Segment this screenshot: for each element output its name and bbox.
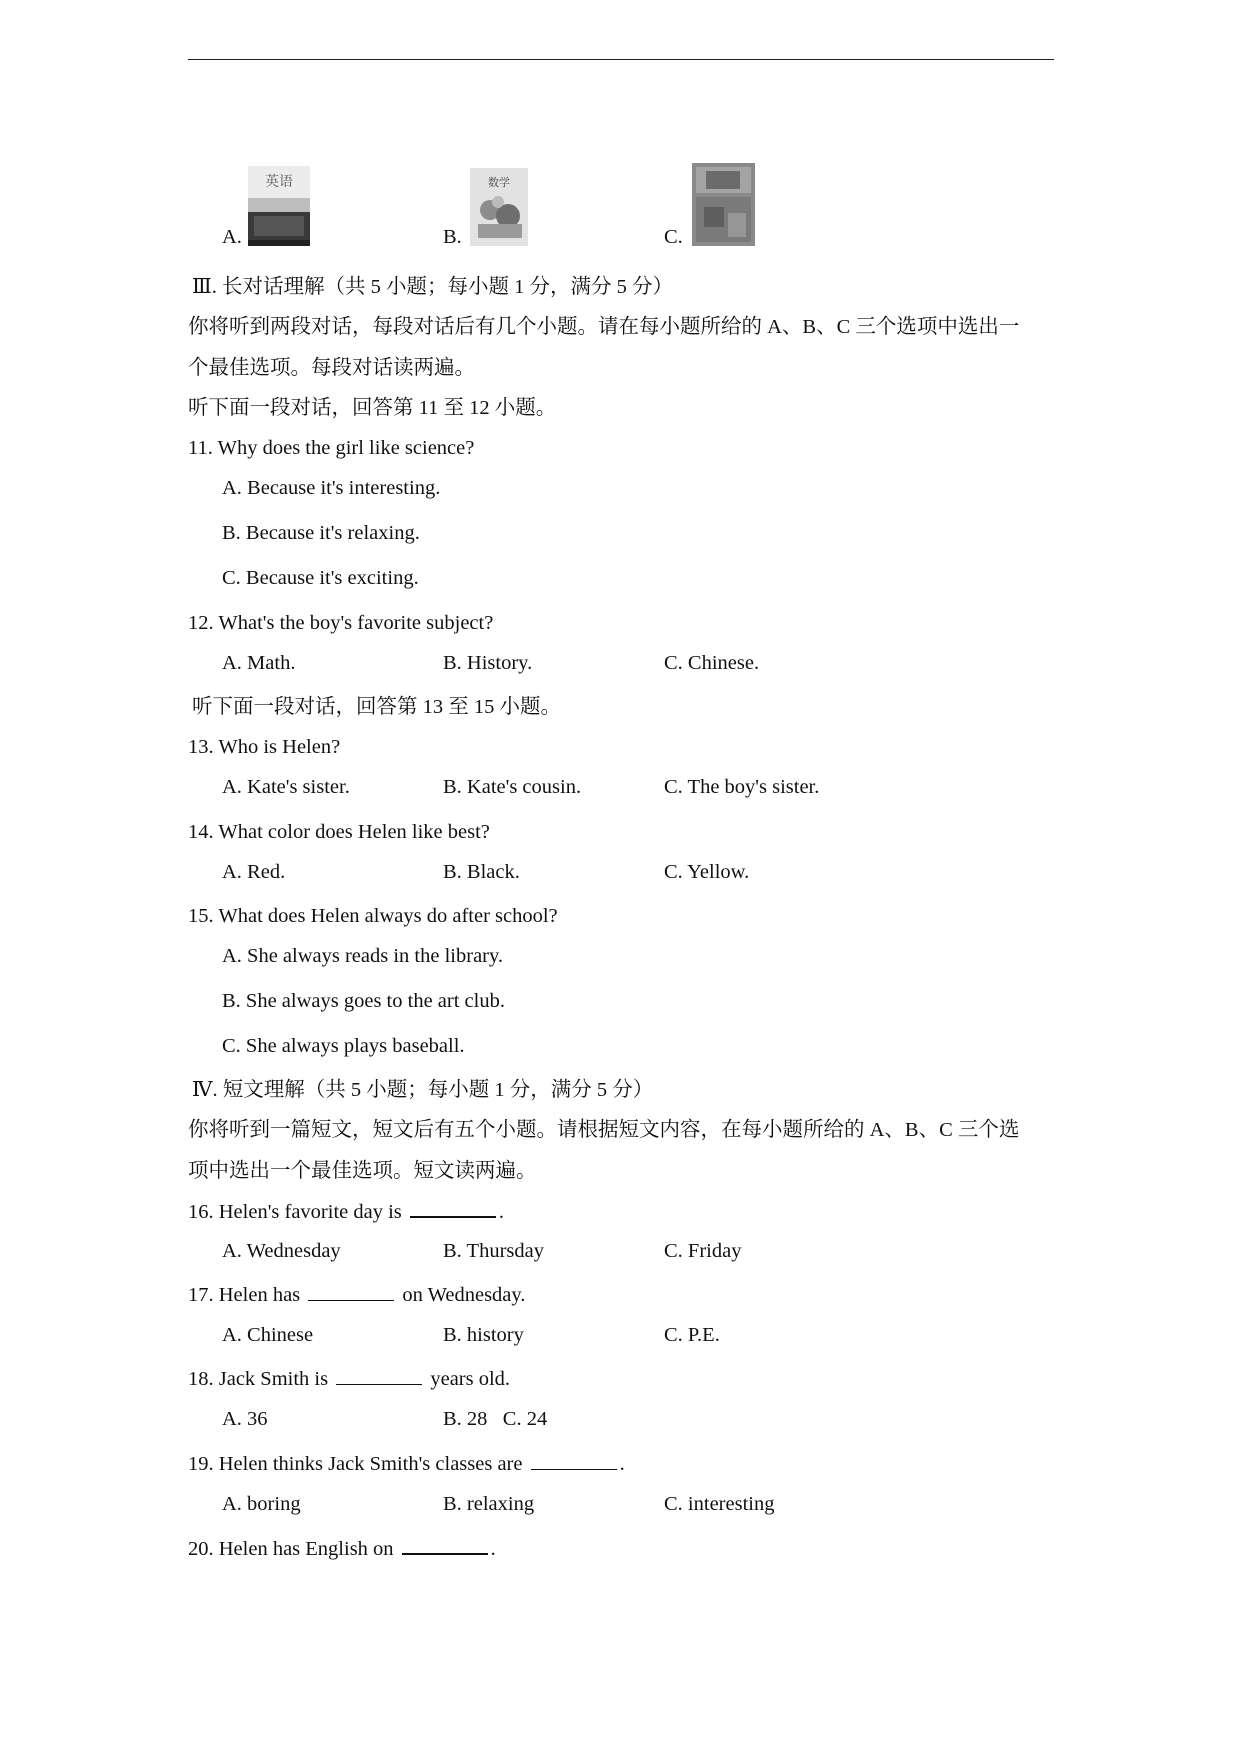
- question-18-option-a: A. 36: [222, 1408, 268, 1430]
- section-4-instruction-line-1: 你将听到一篇短文，短文后有五个小题。请根据短文内容，在每小题所给的 A、B、C 三个选: [188, 1119, 1020, 1141]
- question-17-text: 17. Helen has: [188, 1284, 301, 1306]
- question-12-option-c: C. Chinese.: [664, 652, 760, 674]
- question-18-text: 18. Jack Smith is: [188, 1368, 329, 1390]
- answer-blank: [531, 1451, 617, 1470]
- question-15-stem: 15. What does Helen always do after school?: [188, 905, 558, 927]
- question-16-text: 16. Helen's favorite day is: [188, 1201, 402, 1223]
- header-rule: [188, 59, 1054, 60]
- question-20-end: .: [490, 1538, 496, 1560]
- question-16-option-b: B. Thursday: [443, 1240, 544, 1262]
- option-b-label: B.: [443, 226, 462, 248]
- question-17-option-b: B. history: [443, 1324, 524, 1346]
- question-13-option-b: B. Kate's cousin.: [443, 776, 582, 798]
- answer-blank: [410, 1198, 496, 1218]
- option-c-label: C.: [664, 226, 683, 248]
- question-15-option-c: C. She always plays baseball.: [222, 1035, 465, 1057]
- question-19-option-a: A. boring: [222, 1493, 301, 1515]
- question-17-option-a: A. Chinese: [222, 1324, 314, 1346]
- question-14-option-c: C. Yellow.: [664, 861, 750, 883]
- question-13-option-c: C. The boy's sister.: [664, 776, 820, 798]
- question-14-option-b: B. Black.: [443, 861, 520, 883]
- svg-text:英语: 英语: [265, 174, 293, 190]
- question-15-option-b: B. She always goes to the art club.: [222, 990, 505, 1012]
- dialogue-1-instruction: 听下面一段对话，回答第 11 至 12 小题。: [188, 397, 557, 419]
- svg-text:数学: 数学: [488, 176, 510, 189]
- question-18-end: years old.: [430, 1368, 511, 1390]
- section-3-instruction-line-2: 个最佳选项。每段对话读两遍。: [188, 357, 475, 379]
- question-17-option-c: C. P.E.: [664, 1324, 720, 1346]
- question-18-options-b-c: B. 28 C. 24: [443, 1408, 548, 1430]
- question-16-end: .: [498, 1201, 505, 1223]
- option-a-label: A.: [222, 226, 242, 248]
- question-13-option-a: A. Kate's sister.: [222, 776, 350, 798]
- question-19-stem: [188, 1451, 625, 1477]
- question-19-option-b: B. relaxing: [443, 1493, 535, 1515]
- section-4-instruction-line-2: 项中选出一个最佳选项。短文读两遍。: [188, 1160, 537, 1182]
- question-19-text: 19. Helen thinks Jack Smith's classes are: [188, 1453, 523, 1475]
- question-19-end: .: [619, 1453, 625, 1475]
- question-12-option-a: A. Math.: [222, 652, 296, 674]
- question-20-text: 20. Helen has English on: [188, 1538, 394, 1560]
- section-3-heading: Ⅲ. 长对话理解（共 5 小题；每小题 1 分，满分 5 分）: [192, 276, 674, 298]
- question-14-stem: 14. What color does Helen like best?: [188, 821, 490, 843]
- question-11-stem: 11. Why does the girl like science?: [188, 437, 475, 459]
- question-11-option-c: C. Because it's exciting.: [222, 567, 419, 589]
- question-16-stem: [188, 1198, 504, 1225]
- question-18-stem: [188, 1366, 510, 1392]
- dialogue-2-instruction: 听下面一段对话，回答第 13 至 15 小题。: [192, 696, 561, 718]
- question-20-stem: [188, 1535, 496, 1562]
- question-13-stem: 13. Who is Helen?: [188, 736, 341, 758]
- book-cover-a-image: [248, 166, 310, 246]
- book-cover-b-image: [470, 168, 528, 246]
- question-17-stem: [188, 1282, 525, 1308]
- question-17-end: on Wednesday.: [402, 1284, 526, 1306]
- question-12-option-b: B. History.: [443, 652, 533, 674]
- question-14-option-a: A. Red.: [222, 861, 286, 883]
- question-19-option-c: C. interesting: [664, 1493, 775, 1515]
- question-11-option-a: A. Because it's interesting.: [222, 477, 441, 499]
- question-11-option-b: B. Because it's relaxing.: [222, 522, 420, 544]
- section-4-heading: Ⅳ. 短文理解（共 5 小题；每小题 1 分，满分 5 分）: [192, 1079, 654, 1101]
- book-cover-c-image: [692, 163, 755, 246]
- question-12-stem: 12. What's the boy's favorite subject?: [188, 612, 494, 634]
- question-16-option-c: C. Friday: [664, 1240, 742, 1262]
- answer-blank: [336, 1366, 422, 1385]
- section-3-instruction-line-1: 你将听到两段对话，每段对话后有几个小题。请在每小题所给的 A、B、C 三个选项中选出一: [188, 316, 1020, 338]
- answer-blank: [402, 1535, 488, 1555]
- question-16-option-a: A. Wednesday: [222, 1240, 341, 1262]
- answer-blank: [308, 1282, 394, 1301]
- question-15-option-a: A. She always reads in the library.: [222, 945, 504, 967]
